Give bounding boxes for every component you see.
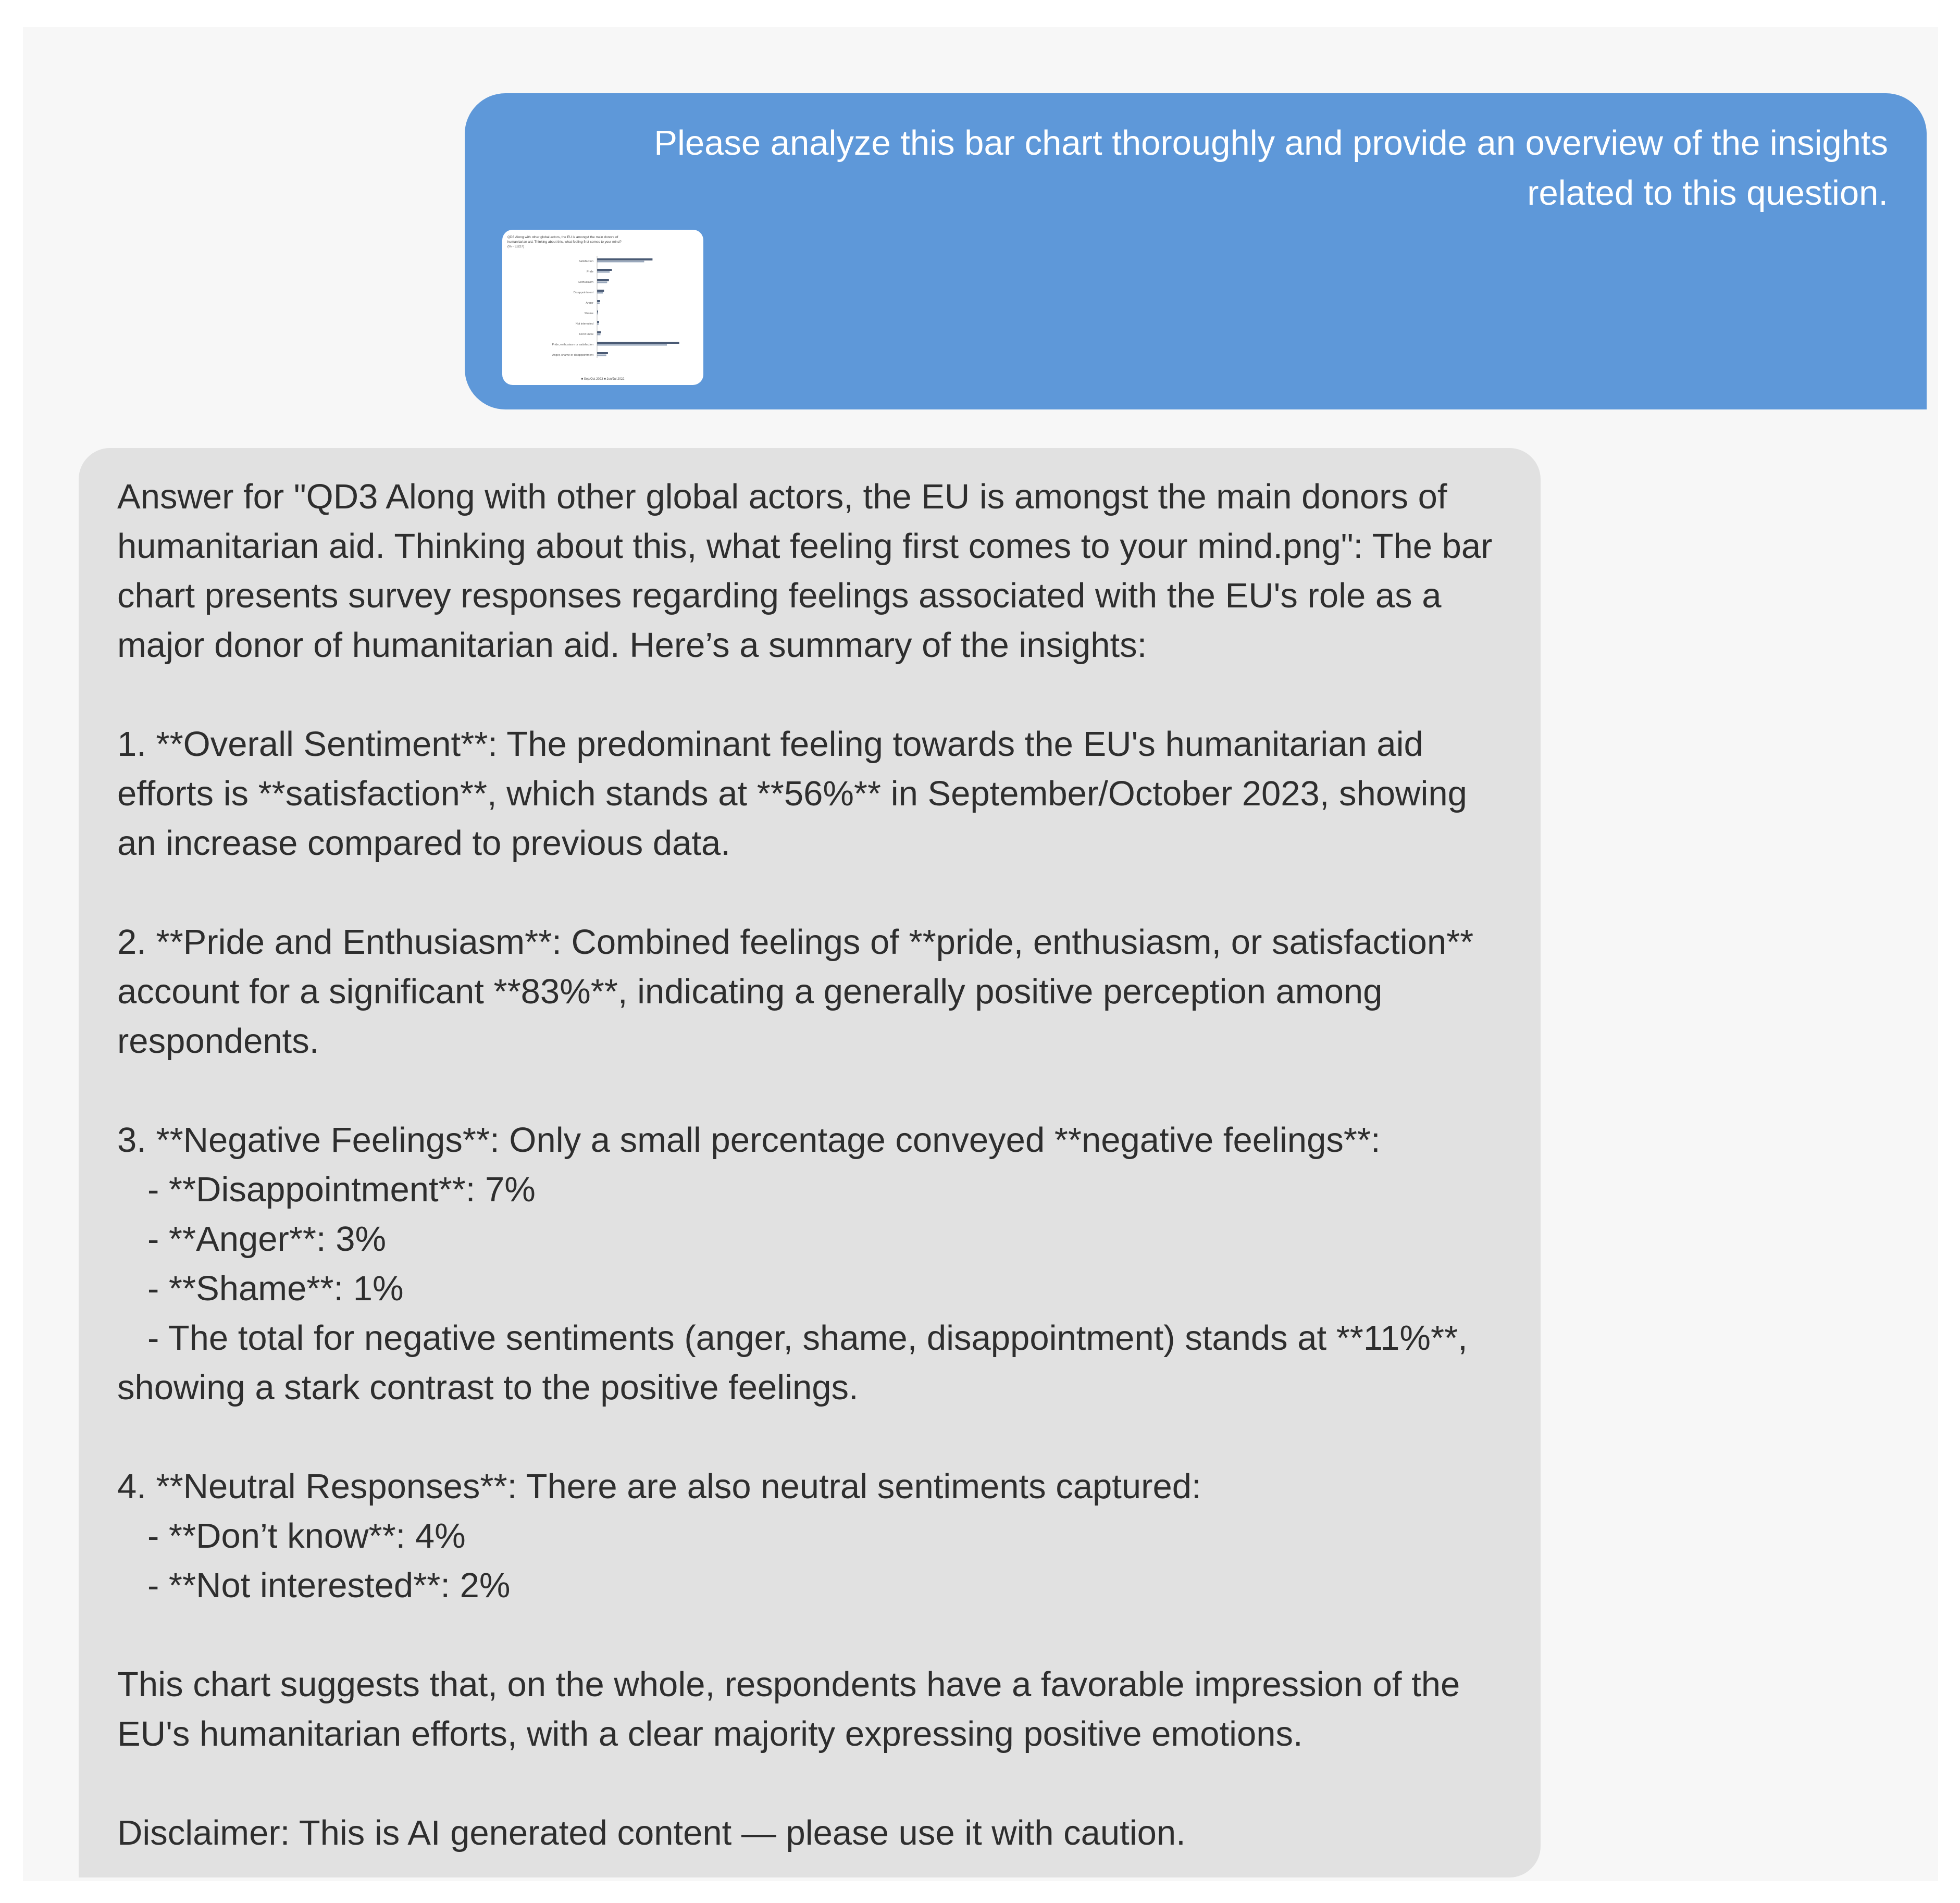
thumb-category-label: Pride, enthusiasm or satisfaction [552,343,593,346]
thumb-category-label: Shame [584,312,593,315]
thumb-bar-previous [597,292,603,294]
user-message-bubble [465,93,1927,409]
thumb-bar [597,300,600,302]
thumb-legend: ■ Sep/Oct 2023 ■ Jun/Jul 2022 [581,378,625,381]
thumb-bar [597,290,604,292]
negative-item: - **Shame**: 1% [147,1269,404,1308]
thumb-bar-previous [597,355,606,356]
thumb-bar [597,258,652,260]
assistant-message-text [117,472,1514,1858]
thumb-bar-previous [597,324,599,325]
thumb-category-label: Enthusiasm [578,281,593,284]
thumb-bar [597,279,609,281]
thumb-title-1: QD3 Along with other global actors, the EU is amongst the main donors of [507,235,618,239]
chat-panel [23,27,1938,1881]
user-message-text: Please analyze this bar chart thoroughly and provide an overview of the insights related to this question. [654,123,1888,213]
negative-total-cont: showing a stark contrast to the positive feelings. [117,1368,859,1407]
thumb-bar [597,331,601,333]
point-overall-sentiment: 1. **Overall Sentiment**: The predominant feeling towards the EU's humanitarian aid efforts is **satisfaction**, which stands at **56%** in September/October 2023, showing an increase compared to previous data. [117,725,1467,863]
assistant-message-bubble [79,448,1541,1877]
point-pride-enthusiasm: 2. **Pride and Enthusiasm**: Combined feelings of **pride, enthusiasm, or satisfaction** account for a significant **83%**, indicating a generally positive perception among respondents. [117,923,1474,1061]
thumb-title-2: humanitarian aid. Thinking about this, what feeling first comes to your mind? [507,240,622,244]
chart-thumbnail[interactable] [502,230,703,385]
thumb-bar [597,310,598,313]
negative-total: - The total for negative sentiments (anger, shame, disappointment) stands at **11%**, [147,1319,1468,1358]
thumb-category-label: Not interested [575,322,593,326]
thumb-bar-previous [597,261,644,263]
negative-item: - **Disappointment**: 7% [147,1170,536,1209]
conclusion-paragraph: This chart suggests that, on the whole, respondents have a favorable impression of the EU's humanitarian efforts, with a clear majority expressing positive emotions. [117,1665,1460,1753]
thumb-category-label: Anger, shame or disappointment [552,354,593,357]
thumb-bar [597,269,612,271]
neutral-item: - **Don’t know**: 4% [147,1516,466,1556]
thumb-category-label: Pride [587,270,593,273]
thumb-title-3: (% - EU27) [507,245,525,248]
thumb-bar [597,342,679,344]
intro-paragraph: Answer for "QD3 Along with other global actors, the EU is amongst the main donors of humanitarian aid. Thinking about this, what feeling first comes to your mind.png": The bar chart presents survey responses regarding feelings associated with the EU's role as a major donor of humanitarian aid. Here’s a summary of the insights: [117,477,1493,665]
thumb-category-label: Anger [586,302,593,305]
thumb-category-label: Disappointment [573,291,593,294]
neutral-item: - **Not interested**: 2% [147,1566,511,1605]
thumb-category-label: Don't know [579,333,593,336]
negative-item: - **Anger**: 3% [147,1220,387,1259]
point-negative-feelings: 3. **Negative Feelings**: Only a small percentage conveyed **negative feelings**: [117,1121,1381,1160]
thumb-bar-previous [597,271,610,273]
thumb-bar-previous [597,334,600,335]
chart-thumbnail-svg [502,230,703,385]
thumb-bar-previous [597,282,607,283]
thumb-bar-previous [597,303,600,304]
thumb-bar [597,321,599,323]
disclaimer-text: Disclaimer: This is AI generated content — please use it with caution. [117,1813,1186,1852]
thumb-bar [597,352,608,354]
point-neutral-responses: 4. **Neutral Responses**: There are also neutral sentiments captured: [117,1467,1201,1506]
thumb-category-label: Satisfaction [578,260,593,263]
thumb-bar-previous [597,344,667,346]
